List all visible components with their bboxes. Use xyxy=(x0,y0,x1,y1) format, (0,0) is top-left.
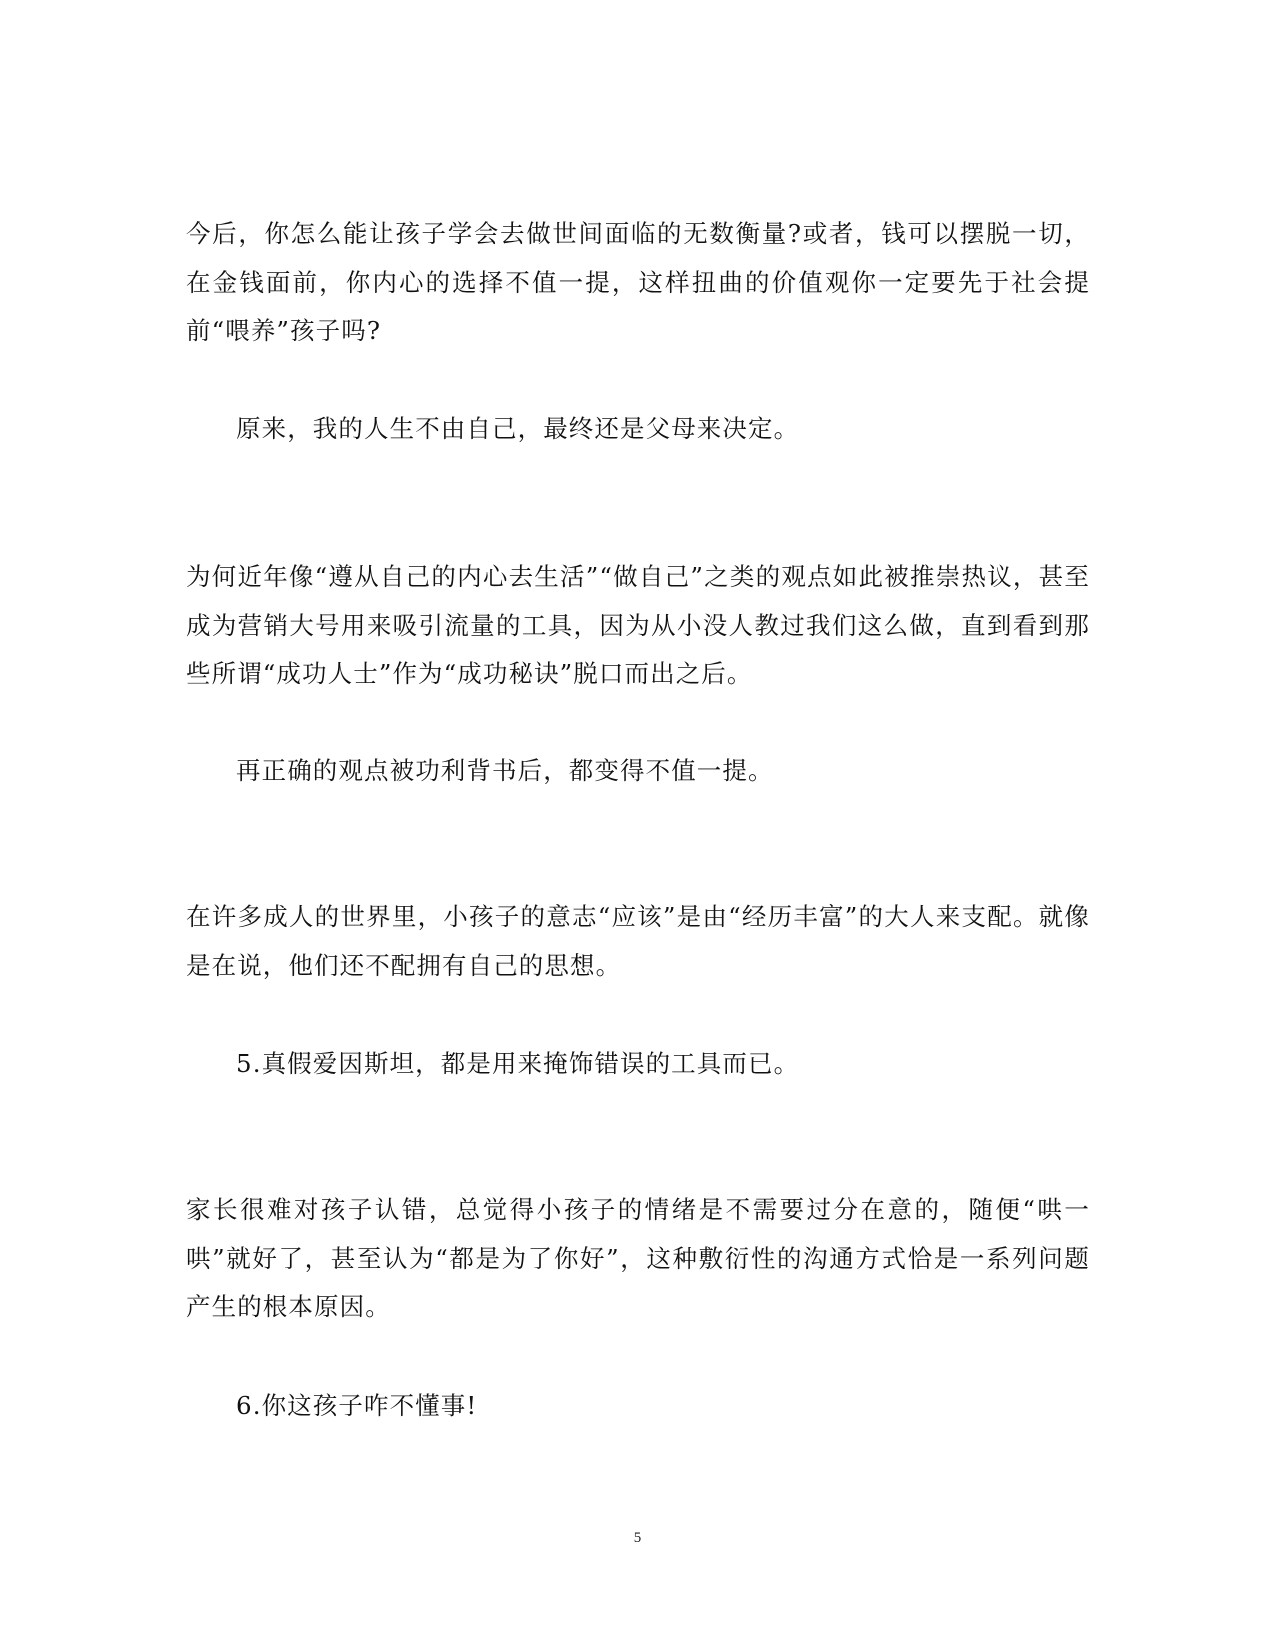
body-paragraph: 今后，你怎么能让孩子学会去做世间面临的无数衡量?或者，钱可以摆脱一切，在金钱面前，你内心的选择不值一提，这样扭曲的价值观你一定要先于社会提前“喂养”孩子吗? xyxy=(186,219,1090,345)
section-heading: 6.你这孩子咋不懂事! xyxy=(236,1391,478,1420)
body-paragraph: 家长很难对孩子认错，总觉得小孩子的情绪是不需要过分在意的，随便“哄一哄”就好了，甚至认为“都是为了你好”，这种敷衍性的沟通方式恰是一系列问题产生的根本原因。 xyxy=(186,1195,1090,1321)
body-paragraph: 原来，我的人生不由自己，最终还是父母来决定。 xyxy=(236,414,800,443)
page-number: 5 xyxy=(633,1530,642,1546)
section-heading: 5.真假爱因斯坦，都是用来掩饰错误的工具而已。 xyxy=(236,1049,800,1078)
body-paragraph: 再正确的观点被功利背书后，都变得不值一提。 xyxy=(236,756,774,785)
body-paragraph: 在许多成人的世界里，小孩子的意志“应该”是由“经历丰富”的大人来支配。就像是在说，他们还不配拥有自己的思想。 xyxy=(186,902,1090,980)
body-paragraph: 为何近年像“遵从自己的内心去生活”“做自己”之类的观点如此被推崇热议，甚至成为营销大号用来吸引流量的工具，因为从小没人教过我们这么做，直到看到那些所谓“成功人士”作为“成功秘诀”脱口而出之后。 xyxy=(186,562,1090,688)
